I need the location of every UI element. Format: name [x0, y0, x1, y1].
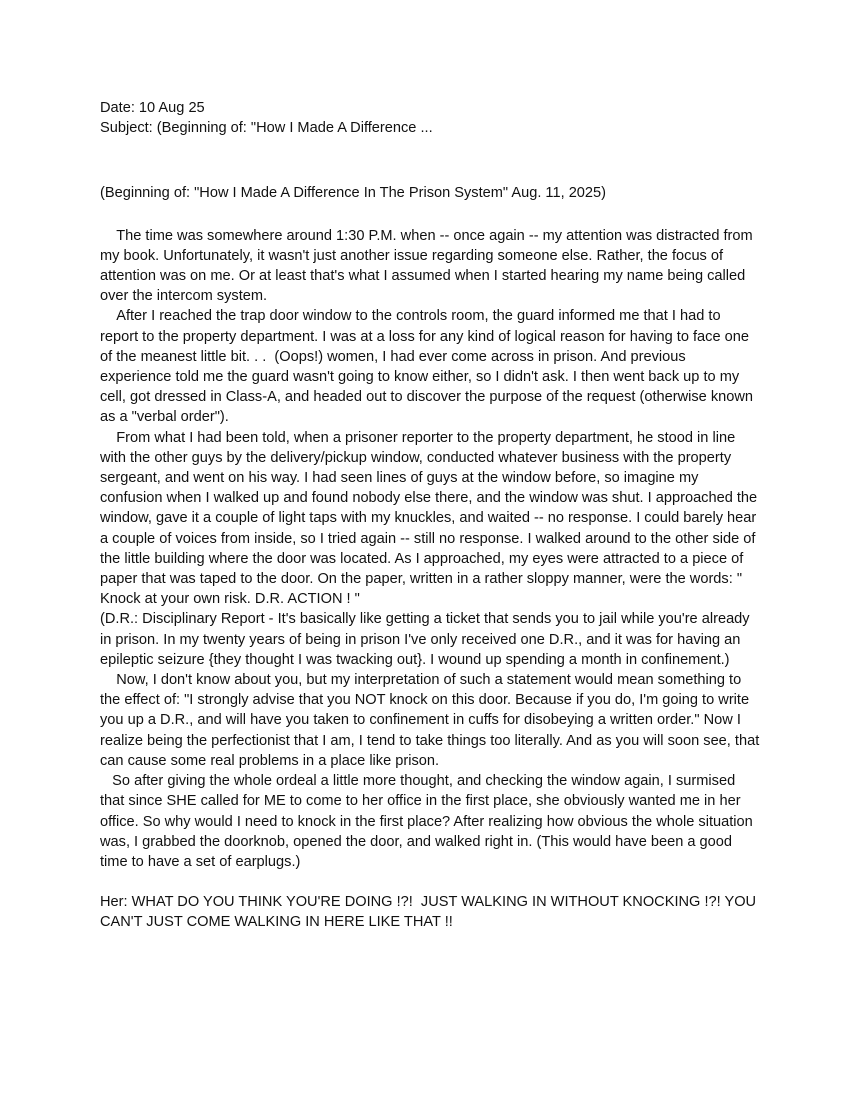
paragraph-4: (D.R.: Disciplinary Report - It's basically like getting a ticket that sends you to jail while you're already in prison. In my twenty years of being in prison I've only received one D.R., and it was for having an epileptic seizure {they thought I was twacking out}. I wound up spending a month in confinement.) — [100, 611, 754, 668]
spacer — [100, 138, 760, 183]
paragraph-5: Now, I don't know about you, but my interpretation of such a statement would mean something to the effect of: "I strongly advise that you NOT knock on this door. Because if you do, I'm going to write you up a D.R., and will have you taken to confinement in cuffs for disobeying a written order." Now I realize being the perfectionist that I am, I tend to take things too literally. And as you will soon see, that can cause some real problems in a place like prison. — [100, 672, 764, 769]
body-text — [100, 226, 764, 873]
subject-line: Subject: (Beginning of: "How I Made A Difference ... — [100, 120, 433, 137]
date-line: Date: 10 Aug 25 — [100, 100, 205, 116]
paragraph-6: So after giving the whole ordeal a little more thought, and checking the window again, I surmised that since SHE called for ME to come to her office in the first place, she obviously wanted me in her office. So why would I need to knock in the first place? After realizing how obvious the whole situation was, I grabbed the doorknob, opened the door, and walked right in. (This would have been a good time to have a set of earplugs.) — [100, 773, 757, 870]
document-page — [100, 98, 764, 933]
dialogue-line-1: Her: WHAT DO YOU THINK YOU'RE DOING !?! JUST WALKING IN WITHOUT KNOCKING !?! YOU CAN'T JUST COME WALKING IN HERE LIKE THAT !! — [100, 894, 761, 931]
paragraph-1: The time was somewhere around 1:30 P.M. when -- once again -- my attention was distracted from my book. Unfortunately, it wasn't just another issue regarding someone else. Rather, the focus of attention was on me. Or at least that's what I assumed when I started hearing my name being called over the intercom system. — [100, 227, 757, 305]
document-title: (Beginning of: "How I Made A Difference In The Prison System" Aug. 11, 2025) — [100, 185, 607, 202]
paragraph-2: After I reached the trap door window to the controls room, the guard informed me that I had to report to the property department. I was at a loss for any kind of logical reason for having to face one of the meanest little bit. . . (Oops!) women, I had ever come across in prison. And previous experience told me the guard wasn't going to know either, so I didn't ask. I then went back up to my cell, got dressed in Class-A, and headed out to discover the purpose of the request (otherwise known as a "verbal order"). — [100, 308, 758, 426]
spacer — [100, 872, 760, 892]
spacer — [100, 204, 760, 226]
dialogue — [100, 892, 760, 932]
paragraph-3: From what I had been told, when a prisoner reporter to the property department, he stood in line with the other guys by the delivery/pickup window, conducted whatever business with the property sergeant, and went on his way. I had seen lines of guys at the window before, so imagine my confusion when I walked up and found nobody else there, and the window was shut. I approached the window, gave it a couple of light taps with my knuckles, and waited -- no response. I could barely hear a couple of voices from inside, so I tried again -- still no response. I walked around to the other side of the little building where the door was located. As I approached, my eyes were attracted to a piece of paper that was taped to the door. On the paper, written in a rather sloppy manner, were the words: " Knock at your own risk. D.R. ACTION ! " — [100, 429, 762, 608]
